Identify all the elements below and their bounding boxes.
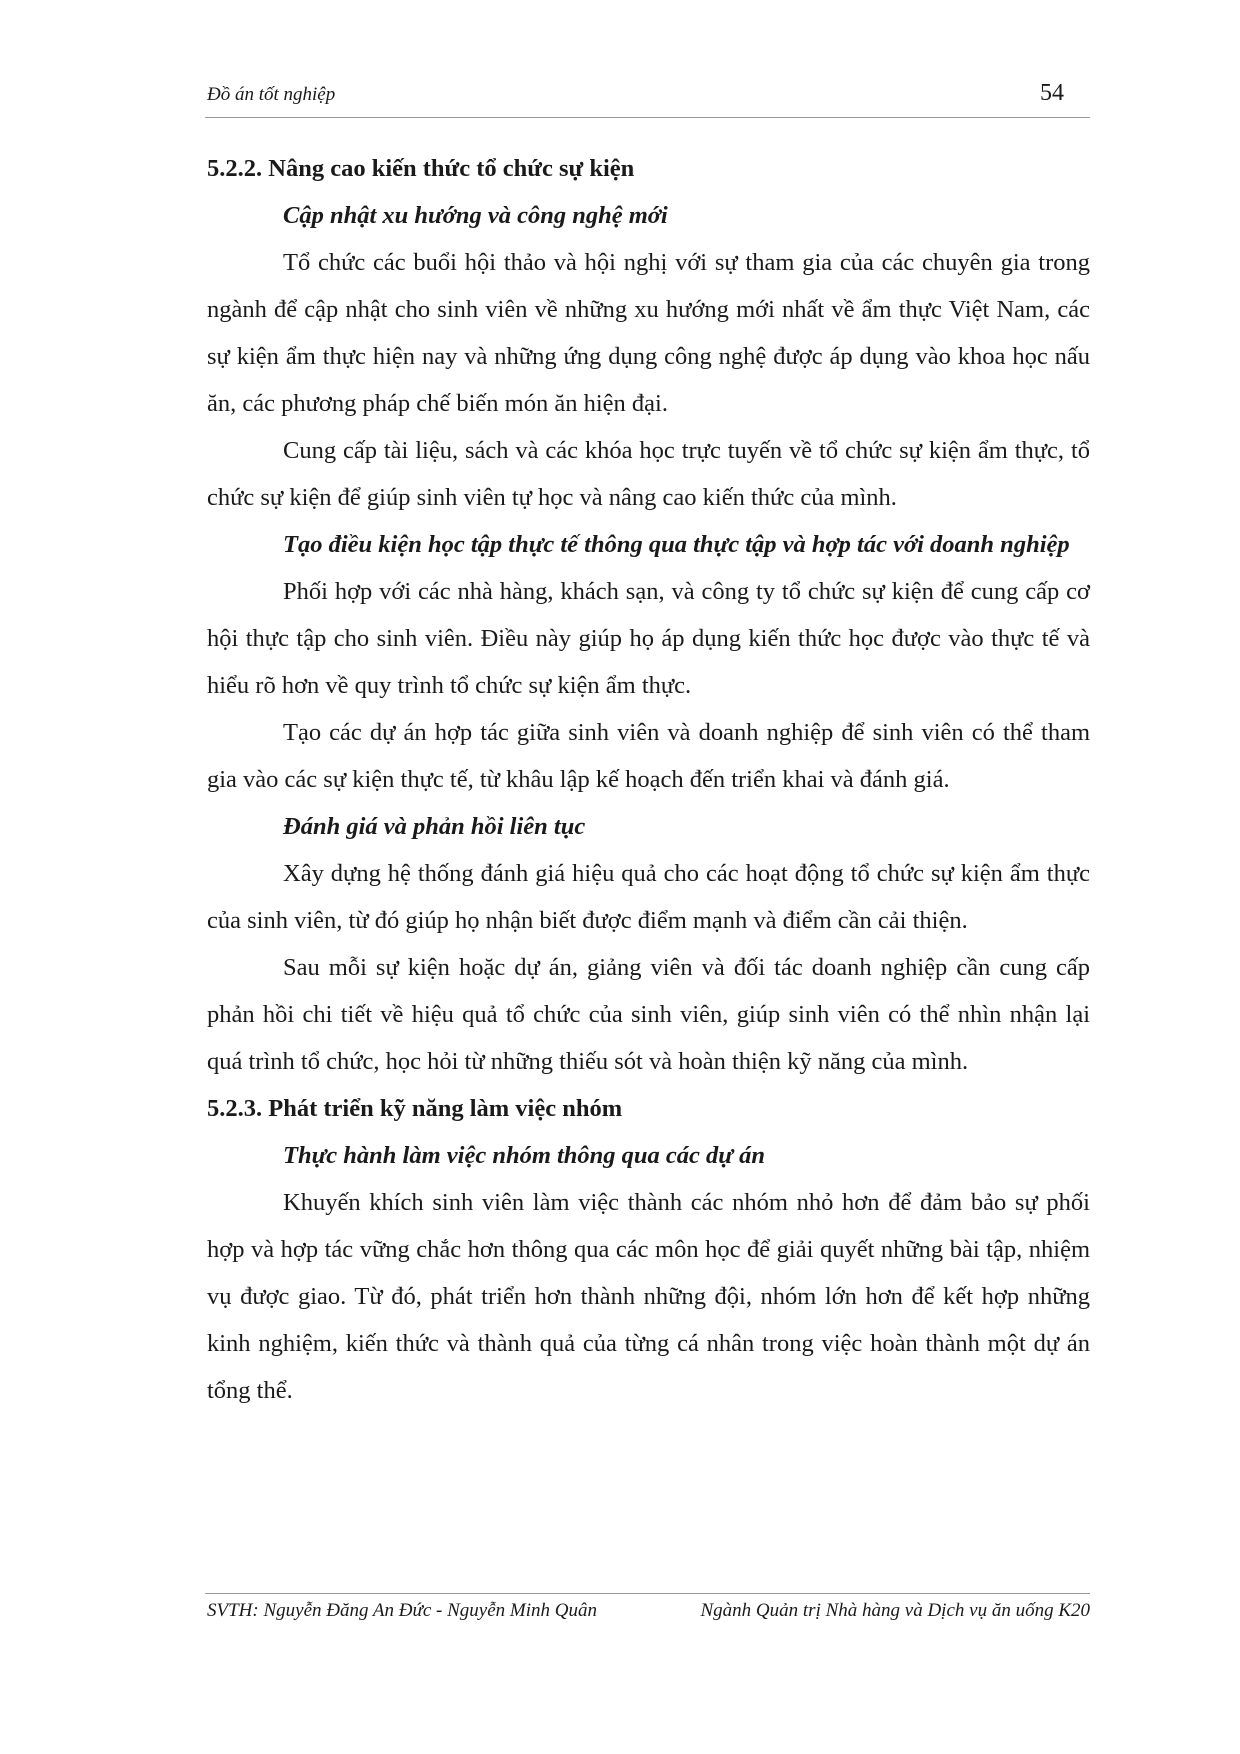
- paragraph: Sau mỗi sự kiện hoặc dự án, giảng viên và đối tác doanh nghiệp cần cung cấp phản hồi chi tiết về hiệu quả tổ chức của sinh viên, giúp sinh viên có thể nhìn nhận lại quá trình tổ chức, học hỏi từ những thiếu sót và hoàn thiện kỹ năng của mình.: [207, 954, 1090, 1075]
- subheading-danh-gia: Đánh giá và phản hồi liên tục: [283, 813, 586, 840]
- paragraph: Khuyến khích sinh viên làm việc thành các nhóm nhỏ hơn để đảm bảo sự phối hợp và hợp tác vững chắc hơn thông qua các môn học để giải quyết những bài tập, nhiệm vụ được giao. Từ đó, phát triển hơn thành những đội, nhóm lớn hơn để kết hợp những kinh nghiệm, kiến thức và thành quả của từng cá nhân trong việc hoàn thành một dự án tổng thể.: [207, 1189, 1090, 1404]
- document-body: [207, 145, 1090, 1414]
- paragraph: Tạo các dự án hợp tác giữa sinh viên và doanh nghiệp để sinh viên có thể tham gia vào các sự kiện thực tế, từ khâu lập kế hoạch đến triển khai và đánh giá.: [207, 719, 1090, 793]
- paragraph: Cung cấp tài liệu, sách và các khóa học trực tuyến về tổ chức sự kiện ẩm thực, tổ chức sự kiện để giúp sinh viên tự học và nâng cao kiến thức của mình.: [207, 437, 1090, 511]
- paragraph: Xây dựng hệ thống đánh giá hiệu quả cho các hoạt động tổ chức sự kiện ẩm thực của sinh viên, từ đó giúp họ nhận biết được điểm mạnh và điểm cần cải thiện.: [207, 860, 1090, 934]
- subheading-thuc-tap: Tạo điều kiện học tập thực tế thông qua thực tập và hợp tác với doanh nghiệp: [283, 531, 1070, 558]
- page-number: 54: [1040, 80, 1064, 106]
- subheading-lam-viec-nhom: Thực hành làm việc nhóm thông qua các dự án: [283, 1142, 765, 1169]
- footer-program: Ngành Quản trị Nhà hàng và Dịch vụ ăn uống K20: [700, 1600, 1090, 1621]
- footer-authors: SVTH: Nguyễn Đăng An Đức - Nguyễn Minh Quân: [207, 1600, 597, 1621]
- running-header-title: Đồ án tốt nghiệp: [207, 84, 336, 105]
- footer-rule: [205, 1593, 1090, 1594]
- subheading-xu-huong: Cập nhật xu hướng và công nghệ mới: [283, 202, 668, 229]
- header-rule: [205, 117, 1090, 118]
- section-heading-5-2-3: 5.2.3. Phát triển kỹ năng làm việc nhóm: [207, 1095, 623, 1122]
- paragraph: Tổ chức các buổi hội thảo và hội nghị với sự tham gia của các chuyên gia trong ngành để cập nhật cho sinh viên về những xu hướng mới nhất về ẩm thực Việt Nam, các sự kiện ẩm thực hiện nay và những ứng dụng công nghệ được áp dụng vào khoa học nấu ăn, các phương pháp chế biến món ăn hiện đại.: [207, 249, 1090, 417]
- paragraph: Phối hợp với các nhà hàng, khách sạn, và công ty tổ chức sự kiện để cung cấp cơ hội thực tập cho sinh viên. Điều này giúp họ áp dụng kiến thức học được vào thực tế và hiểu rõ hơn về quy trình tổ chức sự kiện ẩm thực.: [207, 578, 1090, 699]
- section-heading-5-2-2: 5.2.2. Nâng cao kiến thức tổ chức sự kiện: [207, 155, 635, 182]
